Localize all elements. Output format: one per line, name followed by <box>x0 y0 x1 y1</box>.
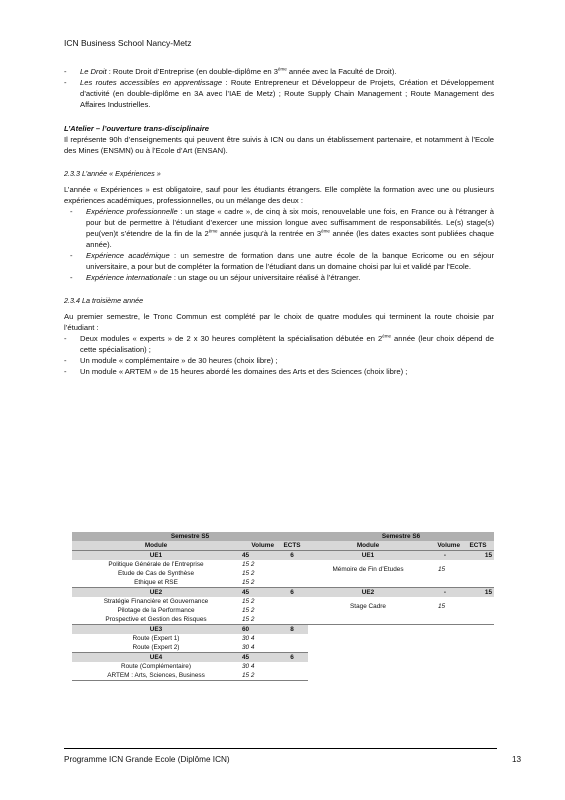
route-title: Le Droit <box>80 67 107 76</box>
section-intro: Au premier semestre, le Tronc Commun est complété par le choix de quatre modules qui terminent la route choisie par l’étudiant : <box>64 312 494 332</box>
ue-volume: 45 <box>240 588 276 598</box>
section-heading: 2.3.3 L’année « Expériences » <box>64 169 161 178</box>
col-header: Module <box>308 541 428 551</box>
ue-volume: 45 <box>240 653 276 663</box>
table-row: Politique Générale de l’Entreprise 15 2 <box>108 561 255 568</box>
table-row: Stage Cadre 15 <box>350 602 446 610</box>
semester-title: Semestre S6 <box>308 532 494 541</box>
bullet-dash: - <box>70 207 73 216</box>
ue-name: UE4 <box>72 653 240 663</box>
bullet-dash: - <box>64 367 67 376</box>
bullet-dash: - <box>64 334 67 343</box>
ue-volume: - <box>428 551 462 561</box>
ue-name: UE1 <box>72 551 240 561</box>
list-item: - Expérience académique : un semestre de formation dans une autre école de la banque Ecricome ou en séjour universitaire, a pour but de compléter la formation de l’étudiant dans un domaine choisi par lui et validé par l’Ecole. <box>70 251 494 271</box>
bullet-dash: - <box>70 273 73 282</box>
ue-ects: 15 <box>462 588 494 598</box>
bullet-dash: - <box>64 356 67 365</box>
ue-name: UE2 <box>308 588 428 598</box>
col-header: Volume <box>240 541 276 551</box>
list-item: - Un module « ARTEM » de 15 heures abordé les domaines des Arts et des Sciences (choix libre) ; <box>64 367 408 376</box>
table-row: Prospective et Gestion des Risques 15 2 <box>105 616 255 623</box>
route-title: Les routes accessibles en apprentissage <box>80 78 223 87</box>
table-s5 <box>72 532 308 681</box>
table-row: Etude de Cas de Synthèse 15 2 <box>117 570 255 577</box>
section-heading: 2.3.4 La troisième année <box>64 296 144 305</box>
bullet-dash: - <box>64 78 67 87</box>
ue-volume: 60 <box>240 625 276 635</box>
col-header: ECTS <box>462 541 494 551</box>
ue-ects: 6 <box>276 653 308 663</box>
atelier-text: Il représente 90h d’enseignements qui peuvent être suivis à ICN ou dans un établissement partenaire, et notamment à l’Ecole des Mines (ENSMN) ou à l’Ecole d’Art (ENSAN). <box>64 135 494 155</box>
table-row: ARTEM : Arts, Sciences, Business 15 2 <box>72 671 308 681</box>
table-row: Mémoire de Fin d’Etudes 15 <box>332 565 446 573</box>
section-intro: L’année « Expériences » est obligatoire, sauf pour les étudiants étrangers. Elle complète la formation avec une ou plusieurs expériences académiques, professionnelles, ou un mélange des deux : <box>64 185 494 205</box>
ue-name: UE3 <box>72 625 240 635</box>
document-body <box>64 66 494 377</box>
list-item: - Deux modules « experts » de 2 x 30 heures complètent la spécialisation débutée en 2ème année (leur choix dépend de cette spécialisation) ; <box>64 333 495 354</box>
ue-ects: 8 <box>276 625 308 635</box>
ue-name: UE2 <box>72 588 240 598</box>
list-item: - Expérience professionnelle : un stage « cadre », de cinq à six mois, renouvelable une fois, en France ou à l’étranger à pour but de permettre à l’étudiant d’exercer une mission longue avec suffisamment de responsabilités. Le(s) stage(s) peu(ven)t s’étendre de la fin de la 2ème année jusqu’à la rentrée en 3ème année (les dates exactes sont publiées chaque année). <box>70 207 495 249</box>
page-number: 13 <box>512 755 522 764</box>
col-header: Module <box>72 541 240 551</box>
footer-title: Programme ICN Grande Ecole (Diplôme ICN) <box>64 755 230 764</box>
list-item: - Un module « complémentaire » de 30 heures (choix libre) ; <box>64 356 278 365</box>
table-row: Route (Expert 1) 30 4 <box>132 635 255 642</box>
ue-ects: 6 <box>276 588 308 598</box>
ue-volume: - <box>428 588 462 598</box>
bullet-dash: - <box>70 251 73 260</box>
ue-ects: 15 <box>462 551 494 561</box>
bullet-dash: - <box>64 67 67 76</box>
semester-title: Semestre S5 <box>72 532 308 541</box>
list-item: - Le Droit : Route Droit d’Entreprise (en double-diplôme en 3ème année avec la Faculté de Droit). <box>64 66 397 76</box>
page-header: ICN Business School Nancy-Metz <box>64 38 192 48</box>
table-s6 <box>308 532 494 625</box>
ue-volume: 45 <box>240 551 276 561</box>
footer-divider <box>64 748 497 749</box>
table-row: Stratégie Financière et Gouvernance 15 2 <box>103 598 255 605</box>
table-row: Route (Complémentaire) 30 4 <box>121 663 255 670</box>
table-row: Ethique et RSE 15 2 <box>134 579 255 586</box>
ue-name: UE1 <box>308 551 428 561</box>
table-row: Route (Expert 2) 30 4 <box>132 644 255 651</box>
col-header: Volume <box>428 541 462 551</box>
ue-ects: 6 <box>276 551 308 561</box>
atelier-title: L’Atelier – l’ouverture trans-disciplinaire <box>64 124 210 133</box>
list-item: - Les routes accessibles en apprentissage : Route Entrepreneur et Développeur de Projets, Création et Développement d’activité (en double-diplôme en 3A avec l’IAE de Metz) ; Route Supply Chain Management ; Route Management des Affaires Industrielles. <box>64 78 494 109</box>
list-item: - Expérience internationale : un stage ou un séjour universitaire réalisé à l’étranger. <box>70 273 361 282</box>
table-row: Pilotage de la Performance 15 2 <box>117 607 255 614</box>
col-header: ECTS <box>276 541 308 551</box>
